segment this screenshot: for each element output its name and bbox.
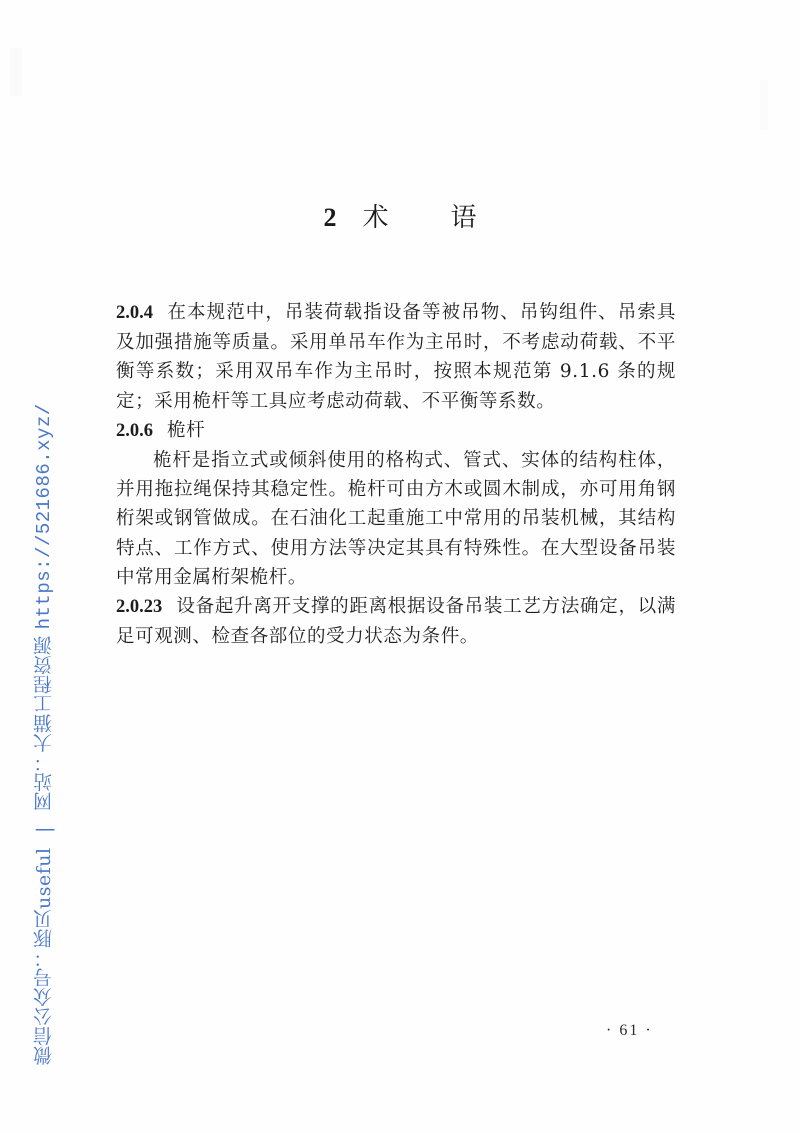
clause-2-0-6-body — [116, 446, 676, 592]
chapter-title-char: 语 — [450, 203, 477, 233]
clause-text: 在本规范中，吊装荷载指设备等被吊物、吊钩组件、吊索具及加强措施等质量。采用单吊车作为主吊时，不考虑动荷载、不平衡等系数；采用双吊车作为主吊时，按照本规范第 9.1.6 条的规定；采用桅杆等工具应考虑动荷载、不平衡等系数。 — [116, 302, 676, 412]
clause-number: 2.0.23 — [116, 597, 163, 618]
page-number: · 61 · — [606, 1022, 653, 1039]
clause-number: 2.0.6 — [116, 420, 153, 441]
clause-heading: 桅杆 — [167, 419, 206, 441]
watermark-wechat: 微信公众号：豚贝useful — [33, 847, 55, 1065]
clause-2-0-23 — [116, 592, 676, 651]
clause-number: 2.0.4 — [116, 303, 153, 323]
vertical-watermark — [30, 395, 56, 1065]
chapter-title-char: 术 — [362, 203, 389, 233]
chapter-title — [0, 200, 800, 236]
watermark-site: 网站：大猫工程资源 — [33, 635, 55, 812]
clause-2-0-4 — [116, 298, 676, 416]
scan-artifact — [760, 80, 768, 130]
clause-text: 桅杆是指立式或倾斜使用的格构式、管式、实体的结构柱体，并用拖拉绳保持其稳定性。桅杆可由方木或圆木制成，亦可用角钢桁架或钢管做成。在石油化工起重施工中常用的吊装机械，其结构特点、工作方式、使用方法等决定其具有特殊性。在大型设备吊装中常用金属桁架桅杆。 — [116, 450, 676, 588]
watermark-separator: | — [33, 825, 55, 833]
clause-text: 设备起升离开支撑的距离根据设备吊装工艺方法确定，以满足可观测、检查各部位的受力状态为条件。 — [116, 596, 676, 648]
chapter-body — [116, 298, 676, 651]
clause-2-0-6-heading — [116, 416, 676, 446]
chapter-number: 2 — [323, 203, 337, 232]
watermark-url[interactable]: https://521686.xyz/ — [33, 403, 55, 630]
scan-artifact — [10, 48, 22, 96]
